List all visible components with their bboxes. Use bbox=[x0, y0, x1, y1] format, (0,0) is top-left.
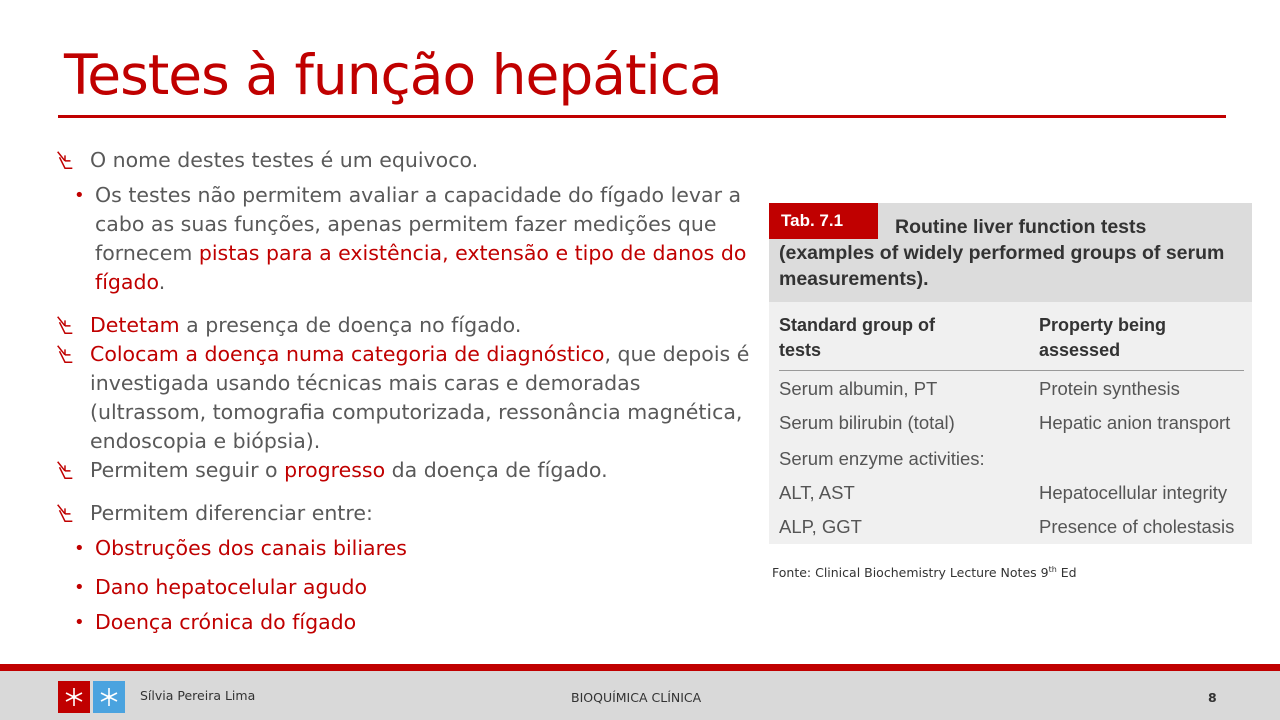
university-logo-icon bbox=[58, 681, 90, 713]
sub-item-2-text: Dano hepatocelular agudo bbox=[95, 575, 368, 599]
column-header-property: Property being assessed bbox=[1039, 315, 1167, 360]
table-cell-test: Serum albumin, PT bbox=[779, 378, 938, 399]
bullet-3-text: , que depois é investigada usando técnicas mais caras e demoradas (ultrassom, tomografia computorizada, ressonância magnética, endoscopia e biópsia). bbox=[90, 342, 750, 453]
footer-author: Sílvia Pereira Lima bbox=[140, 688, 256, 703]
bullet-3-highlight: Colocam a doença numa categoria de diagnóstico bbox=[90, 342, 605, 366]
sub-item-2 bbox=[54, 573, 754, 602]
table-cell-property: Presence of cholestasis bbox=[1039, 516, 1235, 537]
slide-content bbox=[54, 146, 754, 637]
bullet-1-sub bbox=[54, 181, 754, 297]
liver-tests-table bbox=[769, 203, 1252, 544]
bullet-5-text: Permitem diferenciar entre: bbox=[90, 501, 373, 525]
bullet-1 bbox=[54, 146, 754, 175]
footer-course: BIOQUÍMICA CLÍNICA bbox=[571, 690, 702, 705]
bullet-4 bbox=[54, 456, 754, 485]
bullet-4-highlight: progresso bbox=[284, 458, 386, 482]
column-header-tests: Standard group of tests bbox=[779, 315, 935, 360]
header-divider bbox=[779, 370, 1244, 371]
bullet-2 bbox=[54, 311, 754, 340]
sub-item-1-text: Obstruções dos canais biliares bbox=[95, 536, 407, 560]
source-caption bbox=[772, 565, 1077, 580]
table-cell-property: Protein synthesis bbox=[1039, 378, 1180, 399]
source-edition: Ed bbox=[1056, 565, 1077, 581]
page-number: 8 bbox=[1208, 690, 1217, 705]
bullet-2-highlight: Detetam bbox=[90, 313, 180, 337]
table-cell-property: Hepatocellular integrity bbox=[1039, 482, 1228, 503]
bullet-2-text: a presença de doença no fígado. bbox=[179, 313, 522, 337]
bullet-1-text: O nome destes testes é um equivoco. bbox=[90, 148, 479, 172]
dot-bullet-icon: • bbox=[74, 538, 85, 559]
table-cell-test: ALP, GGT bbox=[779, 516, 862, 537]
bullet-4-text-a: Permitem seguir o bbox=[90, 458, 285, 482]
arrow-bullet-icon bbox=[54, 311, 80, 340]
arrow-bullet-icon bbox=[54, 340, 80, 369]
table-cell-property: Hepatic anion transport bbox=[1039, 412, 1231, 433]
bullet-1-sub-text: Os testes não permitem avaliar a capacidade do fígado levar a cabo as suas funções, apenas permitem fazer medições que fornecem bbox=[95, 183, 742, 265]
source-superscript: th bbox=[1048, 565, 1057, 574]
title-divider bbox=[58, 115, 1226, 118]
arrow-bullet-icon bbox=[54, 499, 80, 528]
arrow-bullet-icon bbox=[54, 146, 80, 175]
table-cell-test: ALT, AST bbox=[779, 482, 855, 503]
table-title: Routine liver function tests (examples of widely performed groups of serum measurements). bbox=[779, 216, 1225, 290]
bullet-4-text-b: da doença de fígado. bbox=[385, 458, 608, 482]
footer-accent-bar bbox=[0, 664, 1280, 671]
dot-bullet-icon: • bbox=[74, 612, 85, 633]
bullet-5 bbox=[54, 499, 754, 528]
table-number-badge: Tab. 7.1 bbox=[769, 203, 878, 239]
bullet-1-sub-highlight: pistas para a existência, extensão e tipo de danos do fígado bbox=[95, 241, 747, 294]
dot-bullet-icon: • bbox=[74, 577, 85, 598]
school-logo-icon bbox=[93, 681, 125, 713]
dot-bullet-icon: • bbox=[74, 185, 85, 206]
sub-item-3 bbox=[54, 608, 754, 637]
table-cell-test: Serum bilirubin (total) bbox=[779, 412, 955, 433]
source-text: Fonte: Clinical Biochemistry Lecture Notes 9 bbox=[772, 565, 1049, 581]
slide-title: Testes à função hepática bbox=[64, 43, 722, 107]
bullet-1-sub-end: . bbox=[158, 270, 166, 294]
table-cell-test: Serum enzyme activities: bbox=[779, 448, 985, 469]
sub-item-1 bbox=[54, 534, 754, 563]
bullet-3 bbox=[54, 340, 754, 456]
sub-item-3-text: Doença crónica do fígado bbox=[95, 610, 357, 634]
arrow-bullet-icon bbox=[54, 456, 80, 485]
